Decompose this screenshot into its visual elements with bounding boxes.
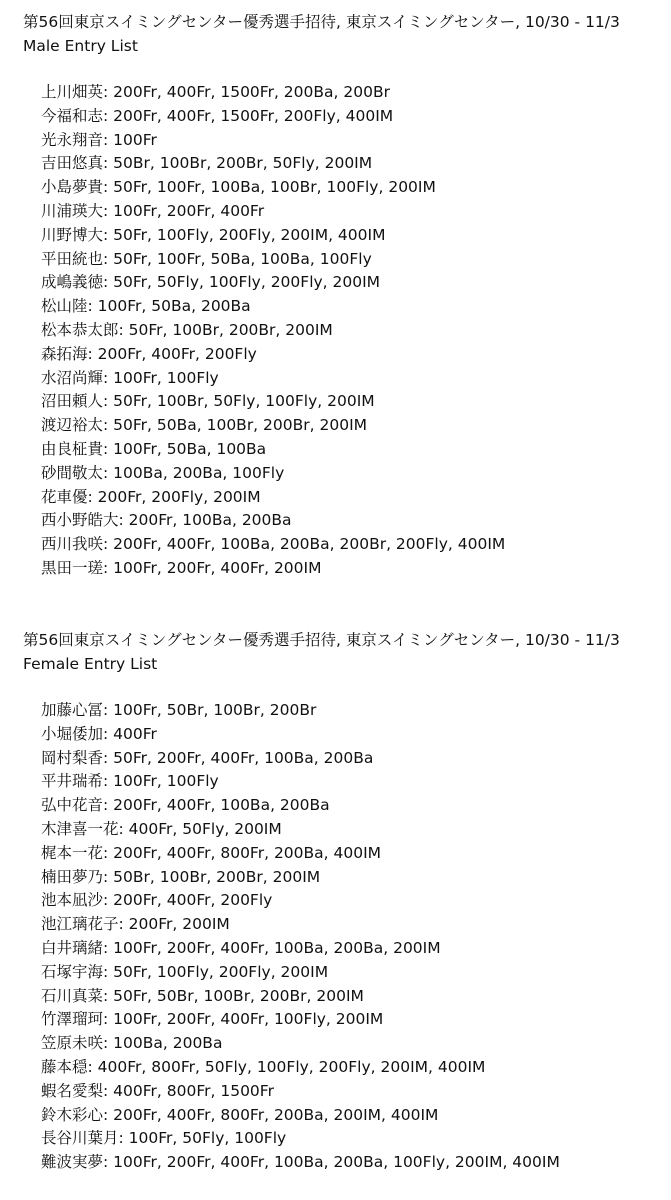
female-entry-row: 楠田夢乃: 50Br, 100Br, 200Br, 200IM: [41, 867, 321, 886]
female-entry-row: 笠原未咲: 100Ba, 200Ba: [41, 1034, 223, 1053]
male-entry-row: 今福和志: 200Fr, 400Fr, 1500Fr, 200Fly, 400IM: [41, 106, 394, 125]
male-entry-row: 松本恭太郎: 50Fr, 100Br, 200Br, 200IM: [41, 320, 333, 339]
male-entry-row: 水沼尚輝: 100Fr, 100Fly: [41, 368, 219, 387]
female-entry-row: 藤本穏: 400Fr, 800Fr, 50Fly, 100Fly, 200Fly, 200IM, 400IM: [41, 1057, 486, 1076]
male-entry-row: 吉田悠真: 50Br, 100Br, 200Br, 50Fly, 200IM: [41, 154, 373, 173]
male-entry-row: 川浦瑛大: 100Fr, 200Fr, 400Fr: [41, 201, 265, 220]
male-entry-row: 渡辺裕太: 50Fr, 50Ba, 100Br, 200Br, 200IM: [41, 416, 368, 435]
female-entry-list-heading: Female Entry List: [23, 655, 158, 673]
female-entry-row: 竹澤瑠珂: 100Fr, 200Fr, 400Fr, 100Fly, 200IM: [41, 1010, 384, 1029]
female-entry-row: 石川真菜: 50Fr, 50Br, 100Br, 200Br, 200IM: [41, 986, 364, 1005]
male-entry-list-heading: Male Entry List: [23, 37, 138, 55]
male-entry-row: 西小野皓大: 200Fr, 100Ba, 200Ba: [41, 511, 292, 530]
male-entry-row: 小島夢貴: 50Fr, 100Fr, 100Ba, 100Br, 100Fly, 200IM: [41, 178, 436, 197]
female-entry-row: 難波実夢: 100Fr, 200Fr, 400Fr, 100Ba, 200Ba, 100Fly, 200IM, 400IM: [41, 1153, 560, 1172]
female-entry-row: 平井瑞希: 100Fr, 100Fly: [41, 772, 219, 791]
male-entry-row: 光永翔音: 100Fr: [41, 130, 157, 149]
male-meet-title: 第56回東京スイミングセンター優秀選手招待, 東京スイミングセンター, 10/30 - 11/3: [23, 13, 620, 31]
female-entry-row: 白井璃緒: 100Fr, 200Fr, 400Fr, 100Ba, 200Ba, 200IM: [41, 938, 441, 957]
female-entry-row: 池江璃花子: 200Fr, 200IM: [41, 915, 230, 934]
female-entry-row: 長谷川葉月: 100Fr, 50Fly, 100Fly: [41, 1129, 287, 1148]
female-entry-row: 梶本一花: 200Fr, 400Fr, 800Fr, 200Ba, 400IM: [41, 843, 382, 862]
female-entry-row: 鈴木彩心: 200Fr, 400Fr, 800Fr, 200Ba, 200IM, 400IM: [41, 1105, 439, 1124]
male-entry-row: 沼田頼人: 50Fr, 100Br, 50Fly, 100Fly, 200IM: [41, 392, 375, 411]
male-entry-row: 上川畑英: 200Fr, 400Fr, 1500Fr, 200Ba, 200Br: [41, 83, 390, 101]
female-entry-list: [41, 699, 560, 1175]
male-entry-row: 黒田一瑳: 100Fr, 200Fr, 400Fr, 200IM: [41, 558, 322, 577]
female-entry-section: [23, 628, 671, 1172]
female-meet-title: 第56回東京スイミングセンター優秀選手招待, 東京スイミングセンター, 10/30 - 11/3: [23, 631, 620, 649]
male-entry-row: 砂間敬太: 100Ba, 200Ba, 100Fly: [41, 463, 285, 482]
male-entry-row: 松山陸: 100Fr, 50Ba, 200Ba: [41, 297, 251, 316]
female-entry-row: 石塚宇海: 50Fr, 100Fly, 200Fly, 200IM: [41, 962, 329, 981]
female-entry-row: 池本凪沙: 200Fr, 400Fr, 200Fly: [41, 891, 273, 910]
female-entry-row: 小堀倭加: 400Fr: [41, 724, 157, 743]
female-entry-row: 弘中花音: 200Fr, 400Fr, 100Ba, 200Ba: [41, 796, 330, 815]
female-entry-row: 蝦名愛梨: 400Fr, 800Fr, 1500Fr: [41, 1081, 274, 1100]
male-entry-list: [41, 81, 505, 581]
male-entry-row: 平田統也: 50Fr, 100Fr, 50Ba, 100Ba, 100Fly: [41, 249, 372, 268]
male-entry-row: 成嶋義徳: 50Fr, 50Fly, 100Fly, 200Fly, 200IM: [41, 273, 381, 292]
female-entry-row: 岡村梨香: 50Fr, 200Fr, 400Fr, 100Ba, 200Ba: [41, 748, 374, 767]
male-entry-row: 西川我咲: 200Fr, 400Fr, 100Ba, 200Ba, 200Br, 200Fly, 400IM: [41, 535, 506, 554]
female-entry-row: 加藤心冨: 100Fr, 50Br, 100Br, 200Br: [41, 701, 317, 719]
male-entry-row: 森拓海: 200Fr, 400Fr, 200Fly: [41, 344, 257, 363]
male-entry-row: 花車優: 200Fr, 200Fly, 200IM: [41, 487, 261, 506]
male-entry-row: 川野博大: 50Fr, 100Fly, 200Fly, 200IM, 400IM: [41, 225, 386, 244]
male-entry-section: [23, 10, 671, 577]
male-entry-row: 由良柾貴: 100Fr, 50Ba, 100Ba: [41, 439, 267, 458]
female-entry-row: 木津喜一花: 400Fr, 50Fly, 200IM: [41, 819, 282, 838]
